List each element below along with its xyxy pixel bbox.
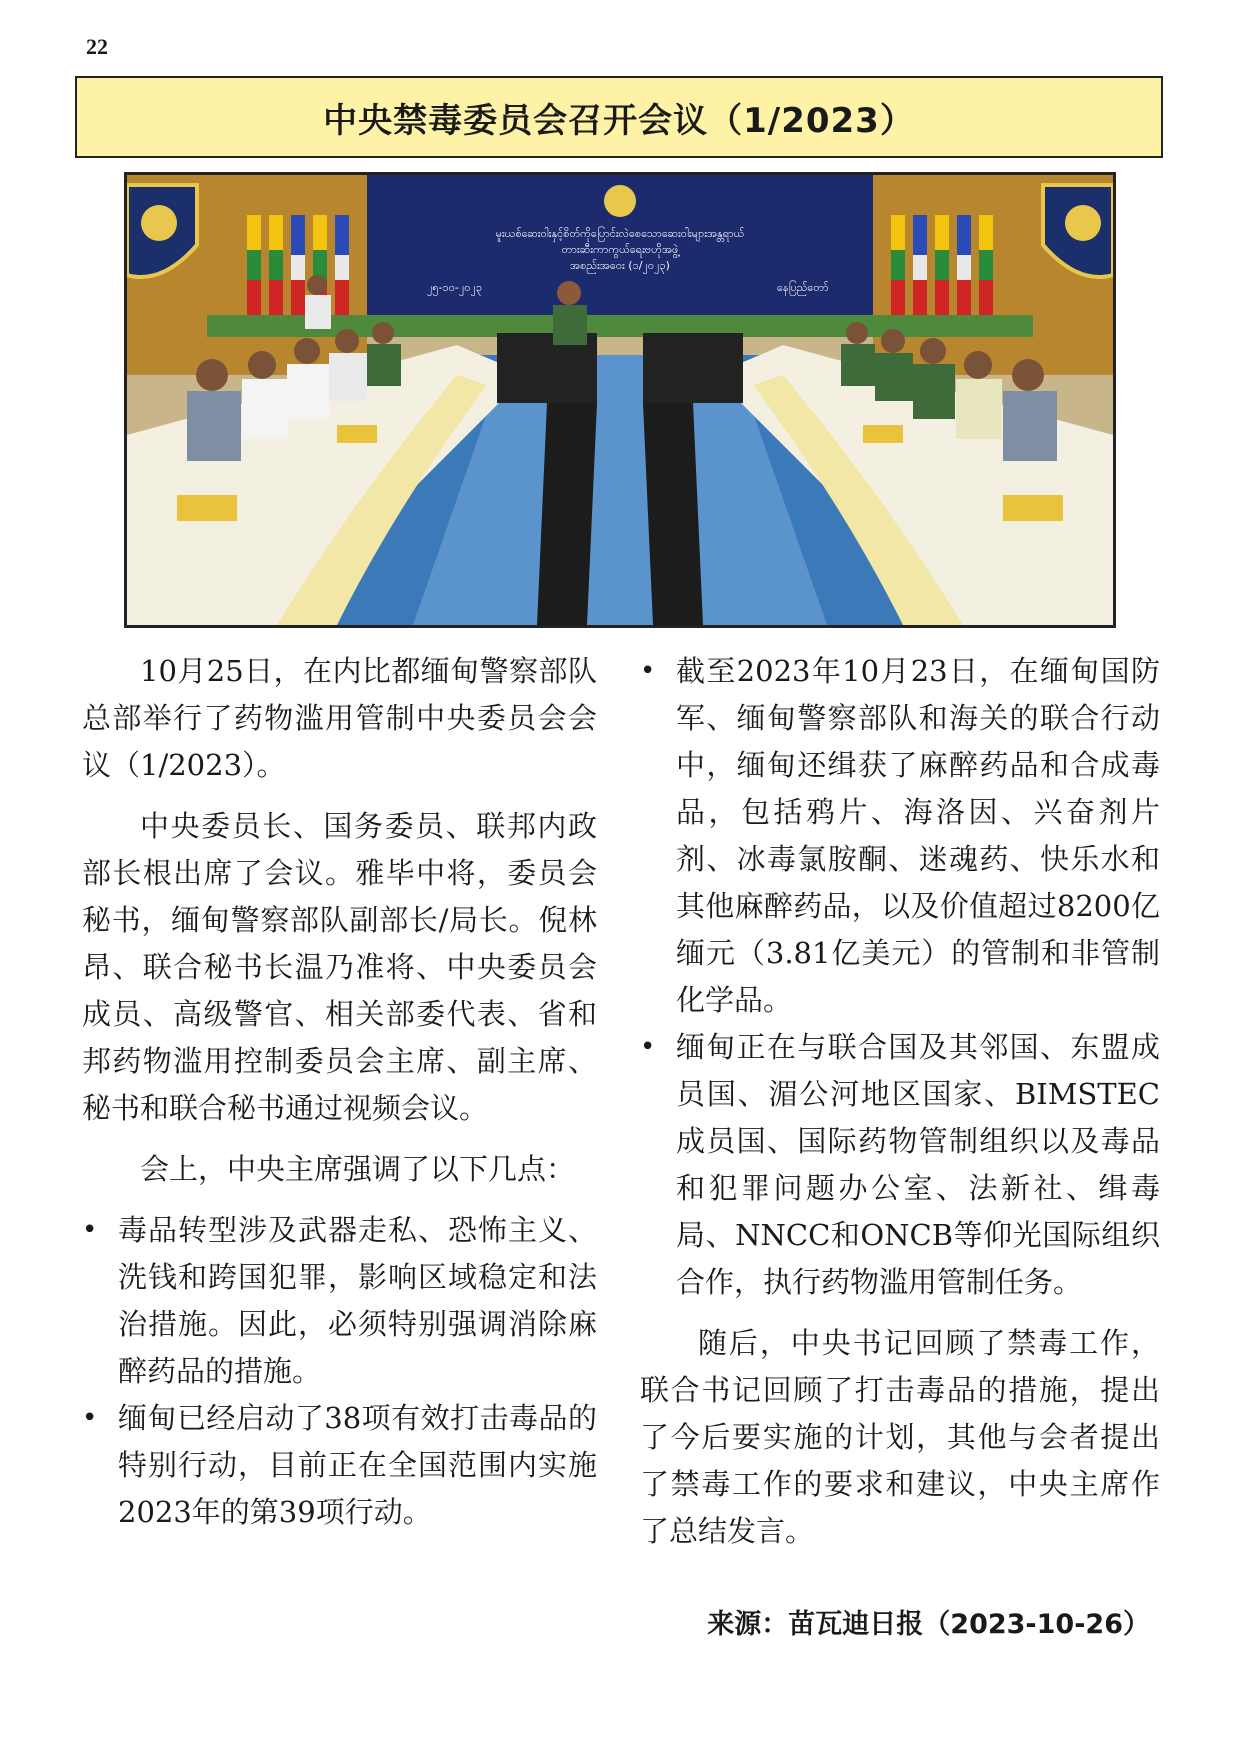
paragraph-key-points: 会上，中央主席强调了以下几点： <box>140 1152 576 1186</box>
bullet-dot: • <box>82 1403 98 1433</box>
meeting-photo <box>124 172 1116 628</box>
banner-line-3: အစည်းအဝေး (၁/၂၀၂၃) <box>570 259 670 272</box>
bullet-item <box>82 1395 597 1536</box>
bullet-text: 毒品转型涉及武器走私、恐怖主义、洗钱和跨国犯罪，影响区域稳定和法治措施。因此，必须特别强调消除麻醉药品的措施。 <box>118 1213 597 1388</box>
bullet-dot: • <box>82 1215 98 1245</box>
paragraph-attendees: 中央委员长、国务委员、联邦内政部长根出席了会议。雅毕中将，委员会秘书，缅甸警察部队副部长/局长。倪林昂、联合秘书长温乃准将、中央委员会成员、高级警官、相关部委代表、省和邦药物滥用控制委员会主席、副主席、秘书和联合秘书通过视频会议。 <box>82 809 597 1125</box>
bullet-item <box>82 1207 597 1395</box>
bullet-text: 截至2023年10月23日，在缅甸国防军、缅甸警察部队和海关的联合行动中，缅甸还缉获了麻醉药品和合成毒品，包括鸦片、海洛因、兴奋剂片剂、冰毒氯胺酮、迷魂药、快乐水和其他麻醉药品，以及价值超过8200亿缅元（3.81亿美元）的管制和非管制化学品。 <box>676 654 1160 1017</box>
banner-date: ၂၅-၁၀-၂၀၂၃ <box>427 281 483 294</box>
bullet-text: 缅甸已经启动了38项有效打击毒品的特别行动，目前正在全国范围内实施2023年的第39项行动。 <box>118 1401 597 1529</box>
paragraph-conclusion: 随后，中央书记回顾了禁毒工作，联合书记回顾了打击毒品的措施，提出了今后要实施的计划，其他与会者提出了禁毒工作的要求和建议，中央主席作了总结发言。 <box>640 1326 1160 1548</box>
banner-line-2: တားဆီးကာကွယ်ရေးဗဟိုအဖွဲ့ <box>561 243 679 256</box>
source-credit: 来源：苗瓦迪日报（2023-10-26） <box>707 1609 1150 1640</box>
bullet-text: 缅甸正在与联合国及其邻国、东盟成员国、湄公河地区国家、BIMSTEC成员国、国际药物管制组织以及毒品和犯罪问题办公室、法新社、缉毒局、NNCC和ONCB等仰光国际组织合作，执行药物滥用管制任务。 <box>676 1030 1160 1299</box>
right-column <box>640 648 1160 1555</box>
banner-emblem <box>604 185 636 217</box>
left-column <box>82 648 597 1536</box>
title-box <box>75 76 1163 158</box>
bullet-dot: • <box>640 656 656 686</box>
article-title: 中央禁毒委员会召开会议（1/2023） <box>323 100 915 141</box>
bullet-dot: • <box>640 1032 656 1062</box>
bullet-item <box>640 648 1160 1024</box>
banner-line-1: မူးယစ်ဆေးဝါးနှင့်စိတ်ကိုပြောင်းလဲစေသောဆေးဝါးများအန္တရာယ် <box>495 227 745 240</box>
bullet-item <box>640 1024 1160 1306</box>
paragraph-intro: 10月25日，在内比都缅甸警察部队总部举行了药物滥用管制中央委员会会议（1/2023）。 <box>82 654 597 782</box>
page-number: 22 <box>86 34 108 59</box>
banner-place: နေပြည်တော် <box>777 281 829 294</box>
